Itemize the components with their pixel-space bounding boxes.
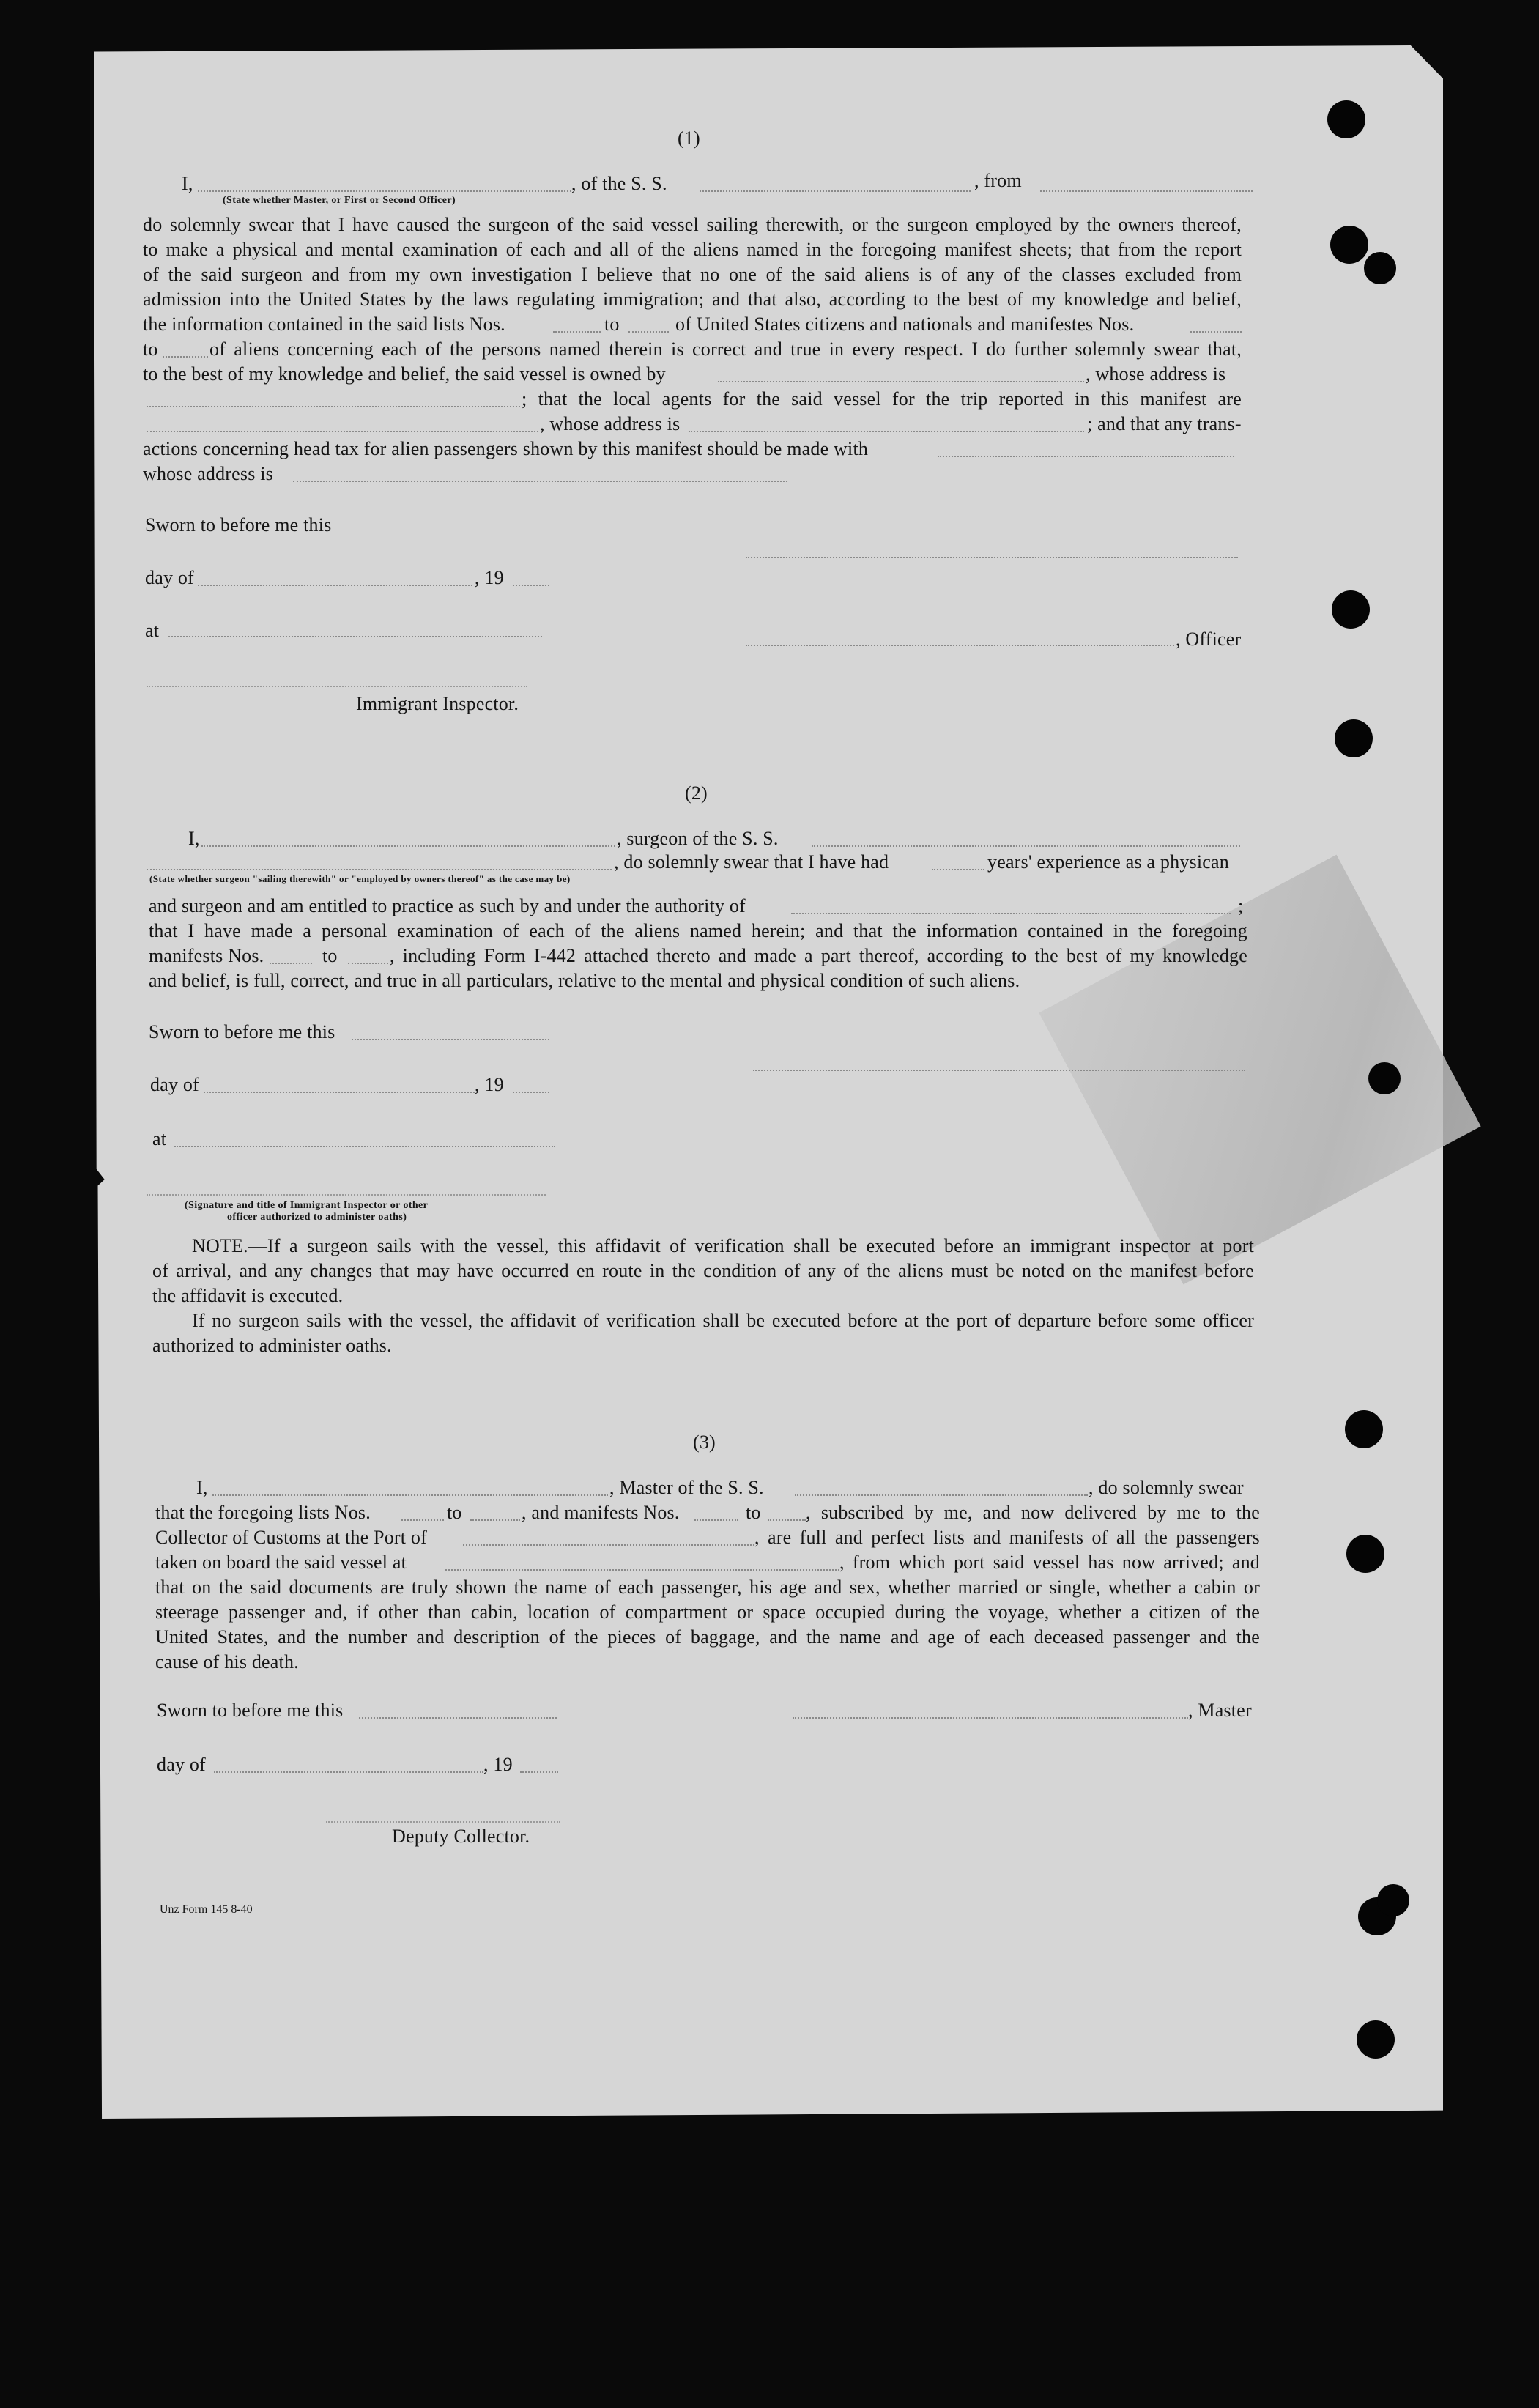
punch-hole [1332, 590, 1370, 629]
note-line: If no surgeon sails with the vessel, the affidavit of verification shall be executed before at the port of departure before some officer [192, 1310, 1254, 1331]
master-label: , Master [1188, 1700, 1252, 1721]
paragraph-line: cause of his death. [155, 1651, 299, 1672]
paragraph-line: to [322, 945, 338, 966]
signature-caption-1: (Signature and title of Immigrant Inspector or other [185, 1200, 429, 1211]
section-2-number: (2) [685, 782, 708, 804]
paragraph-line: that I have made a personal examination of each of the aliens named herein; and that the information contained in the foregoing [149, 920, 1247, 941]
note-line: of arrival, and any changes that may have occurred en route in the condition of any of the aliens must be noted on the manifest before [152, 1260, 1254, 1281]
note-line: the affidavit is executed. [152, 1285, 344, 1306]
punch-hole [1368, 1062, 1401, 1094]
punch-hole [1364, 252, 1396, 284]
day-of-label: day of [157, 1754, 206, 1775]
year-label: , 19 [483, 1754, 513, 1775]
paragraph-line: manifests Nos. [149, 945, 264, 966]
paragraph-line: Collector of Customs at the Port of [155, 1527, 427, 1548]
paragraph-line: actions concerning head tax for alien passengers shown by this manifest should be made with [143, 438, 869, 459]
signature-caption-2: officer authorized to administer oaths) [227, 1212, 407, 1223]
paragraph-line: ; that the local agents for the said vessel for the trip reported in this manifest are [522, 388, 1242, 410]
years-experience-line: years' experience as a physican [987, 851, 1229, 873]
paragraph-line: to [604, 314, 620, 335]
deputy-collector-label: Deputy Collector. [392, 1826, 530, 1847]
label-master-ss: , Master of the S. S. [609, 1477, 764, 1498]
year-label: , 19 [475, 1074, 504, 1095]
paragraph-line: to [447, 1502, 462, 1523]
paragraph-line: of aliens concerning each of the persons named therein is correct and true in every respect. I do further solemnly swear that, [209, 338, 1242, 360]
paragraph-line: do solemnly swear that I have caused the surgeon of the said vessel sailing therewith, or the surgeon employed by the owners thereof, [143, 214, 1242, 235]
paragraph-line: that the foregoing lists Nos. [155, 1502, 371, 1523]
paragraph-line: , subscribed by me, and now delivered by me to the [806, 1502, 1260, 1523]
punch-hole [1345, 1410, 1383, 1448]
punch-hole [1335, 719, 1373, 757]
section-1-number: (1) [678, 127, 700, 149]
paragraph-line: and belief, is full, correct, and true in all particulars, relative to the mental and physical condition of such aliens. [149, 970, 1020, 991]
label-i: I, [196, 1477, 208, 1498]
label-solemnly-swear: , do solemnly swear [1089, 1477, 1244, 1498]
paragraph-line: , are full and perfect lists and manifests of all the passengers [754, 1527, 1260, 1548]
punch-hole [1330, 226, 1368, 264]
punch-hole [1346, 1535, 1384, 1573]
paragraph-line: to the best of my knowledge and belief, the said vessel is owned by [143, 363, 666, 385]
at-label: at [145, 620, 160, 641]
year-label: , 19 [475, 567, 504, 588]
punch-hole [1377, 1884, 1409, 1916]
paragraph-line: , including Form I-442 attached thereto and made a part thereof, according to the best of my knowledge [390, 945, 1247, 966]
paragraph-line: to make a physical and mental examination of each and all of the aliens named in the foregoing manifest sheets; that from the report [143, 239, 1242, 260]
paragraph-line: admission into the United States by the laws regulating immigration; and that also, according to the best of my knowledge and belief, [143, 289, 1242, 310]
paragraph-line: , whose address is [1086, 363, 1226, 385]
paragraph-line: of the said surgeon and from my own investigation I believe that no one of the said aliens is of any of the classes excluded from [143, 264, 1242, 285]
punch-hole [1357, 2020, 1395, 2059]
paragraph-line: that on the said documents are truly shown the name of each passenger, his age and sex, whether married or single, whether a cabin or [155, 1577, 1260, 1598]
paragraph-line: , from which port said vessel has now arrived; and [839, 1552, 1260, 1573]
day-of-label: day of [150, 1074, 199, 1095]
sworn-label: Sworn to before me this [157, 1700, 344, 1721]
paragraph-line: ; and that any trans- [1087, 413, 1242, 434]
label-of-ss: , of the S. S. [571, 173, 667, 194]
note-line: NOTE.—If a surgeon sails with the vessel, this affidavit of verification shall be executed before an immigrant inspector at port [192, 1235, 1254, 1256]
paragraph-line: and surgeon and am entitled to practice as such by and under the authority of [149, 895, 746, 916]
label-from: , from [974, 170, 1022, 191]
caption-officer: (State whether Master, or First or Second Officer) [223, 195, 456, 206]
day-of-label: day of [145, 567, 194, 588]
sworn-label: Sworn to before me this [149, 1021, 335, 1042]
form-number: Unz Form 145 8-40 [160, 1903, 253, 1916]
caption-surgeon: (State whether surgeon "sailing therewith" or "employed by owners thereof" as the case may be) [149, 873, 571, 884]
paragraph-line: to [746, 1502, 761, 1523]
paragraph-line: to [143, 338, 158, 360]
punch-hole [1327, 100, 1365, 138]
section-3-number: (3) [693, 1431, 716, 1453]
at-label: at [152, 1128, 167, 1149]
label-i: I, [188, 828, 200, 849]
officer-label: , Officer [1176, 629, 1242, 650]
paragraph-line: taken on board the said vessel at [155, 1552, 407, 1573]
paragraph-line: , whose address is [540, 413, 681, 434]
sworn-label: Sworn to before me this [145, 514, 332, 536]
paragraph-line: steerage passenger and, if other than cabin, location of compartment or space occupied during the voyage, whether a citizen of the [155, 1601, 1260, 1623]
paragraph-line: United States, and the number and description of the pieces of baggage, and the name and age of each deceased passenger and the [155, 1626, 1260, 1648]
label-surgeon-ss: , surgeon of the S. S. [617, 828, 779, 849]
paragraph-line: of United States citizens and nationals and manifestes Nos. [675, 314, 1135, 335]
years-experience-line: , do solemnly swear that I have had [614, 851, 889, 873]
label-i: I, [182, 173, 193, 194]
note-line: authorized to administer oaths. [152, 1335, 392, 1356]
paragraph-line: whose address is [143, 463, 273, 484]
immigrant-inspector-label: Immigrant Inspector. [356, 693, 519, 714]
paragraph-line: the information contained in the said lists Nos. [143, 314, 505, 335]
paragraph-line: , and manifests Nos. [522, 1502, 680, 1523]
